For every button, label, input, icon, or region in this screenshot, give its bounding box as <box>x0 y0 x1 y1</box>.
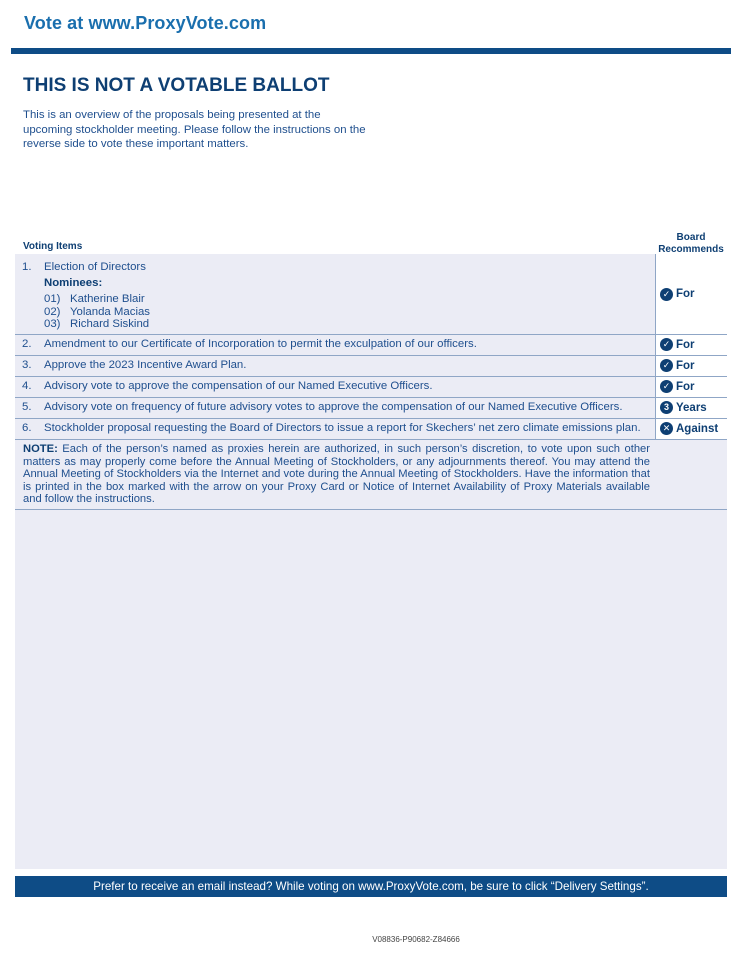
voting-item-row <box>15 254 727 335</box>
item-number: 2. <box>22 338 32 350</box>
board-header-line2: Recommends <box>658 243 724 255</box>
nominee-name: Yolanda Macias <box>70 305 151 318</box>
item-number: 1. <box>22 261 32 273</box>
number-badge-icon: 3 <box>660 401 673 414</box>
recommendation-cell <box>655 254 732 334</box>
voting-item-row <box>15 376 727 398</box>
page-title: THIS IS NOT A VOTABLE BALLOT <box>23 75 330 96</box>
item-number: 4. <box>22 380 32 392</box>
nominee-item <box>44 306 150 318</box>
header-divider <box>11 48 731 54</box>
note-text: Each of the person’s named as proxies herein are authorized, in such person’s discretion, to vote upon such other matters as may properly come before the Annual Meeting of Stockholders, or any adjournments thereof. You may attend the Annual Meeting of Stockholders via the Internet and vote during the Annual Meeting of Stockholders. Have the information that is printed in the box marked with the arrow on your Proxy Card or Notice of Internet Availability of Proxy Materials available and follow the instructions. <box>23 443 650 505</box>
voting-item-row <box>15 418 727 440</box>
note-paragraph <box>23 443 650 506</box>
voting-item-text <box>15 254 655 334</box>
recommendation-cell <box>655 376 732 397</box>
board-recommends-header <box>655 232 727 255</box>
item-number: 6. <box>22 422 32 434</box>
nominees-label: Nominees: <box>44 277 103 289</box>
voting-item-row <box>15 397 727 419</box>
voting-items-header: Voting Items <box>23 241 83 252</box>
recommendation-label: For <box>676 288 695 300</box>
item-label: Election of Directors <box>44 261 146 273</box>
check-icon: ✓ <box>660 338 673 351</box>
email-delivery-banner: Prefer to receive an email instead? While voting on www.ProxyVote.com, be sure to click “Delivery Settings”. <box>15 876 727 897</box>
nominee-number: 03) <box>44 318 61 330</box>
board-header-line1: Board <box>676 232 706 243</box>
item-label: Advisory vote on frequency of future advisory votes to approve the compensation of our Named Executive Officers. <box>44 401 623 413</box>
voting-item-text <box>15 334 655 355</box>
recommendation-label: For <box>676 359 695 372</box>
nominee-name: Katherine Blair <box>70 293 145 305</box>
recommendation-label: Years <box>676 401 707 414</box>
nominee-number: 02) <box>44 305 61 318</box>
recommendation-label: Against <box>676 422 719 435</box>
item-number: 5. <box>22 401 32 413</box>
check-icon: ✓ <box>660 288 673 301</box>
nominee-item <box>44 318 149 330</box>
voting-item-row <box>15 334 727 356</box>
header-url-title: Vote at www.ProxyVote.com <box>24 13 267 33</box>
check-icon: ✓ <box>660 380 673 393</box>
recommendation-cell <box>655 334 732 355</box>
nominee-item <box>44 293 145 305</box>
recommendation-label: For <box>676 338 695 351</box>
intro-text: This is an overview of the proposals being presented at the upcoming stockholder meeting. Please follow the instructions on the reverse side to vote these important matters. <box>23 109 366 150</box>
voting-item-text <box>15 376 655 397</box>
check-icon: ✓ <box>660 359 673 372</box>
document-code: V08836-P90682-Z84666 <box>372 935 460 944</box>
note-divider <box>15 509 727 510</box>
note-label: NOTE: <box>23 443 58 455</box>
voting-item-row <box>15 355 727 377</box>
nominee-name: Richard Siskind <box>70 318 150 330</box>
voting-item-text <box>15 418 655 439</box>
item-number: 3. <box>22 359 32 371</box>
item-label: Approve the 2023 Incentive Award Plan. <box>44 359 247 371</box>
item-label: Stockholder proposal requesting the Board of Directors to issue a report for Skechers’ net zero climate emissions plan. <box>44 422 641 434</box>
recommendation-cell <box>655 355 732 376</box>
recommendation-cell <box>655 397 732 418</box>
recommendation-label: For <box>676 380 695 393</box>
voting-item-text <box>15 355 655 376</box>
voting-item-text <box>15 397 655 418</box>
x-icon: ✕ <box>660 422 673 435</box>
item-label: Advisory vote to approve the compensation of our Named Executive Officers. <box>44 380 433 392</box>
item-label: Amendment to our Certificate of Incorporation to permit the exculpation of our officers. <box>44 338 477 350</box>
nominee-number: 01) <box>44 293 61 305</box>
recommendation-cell <box>655 418 732 439</box>
